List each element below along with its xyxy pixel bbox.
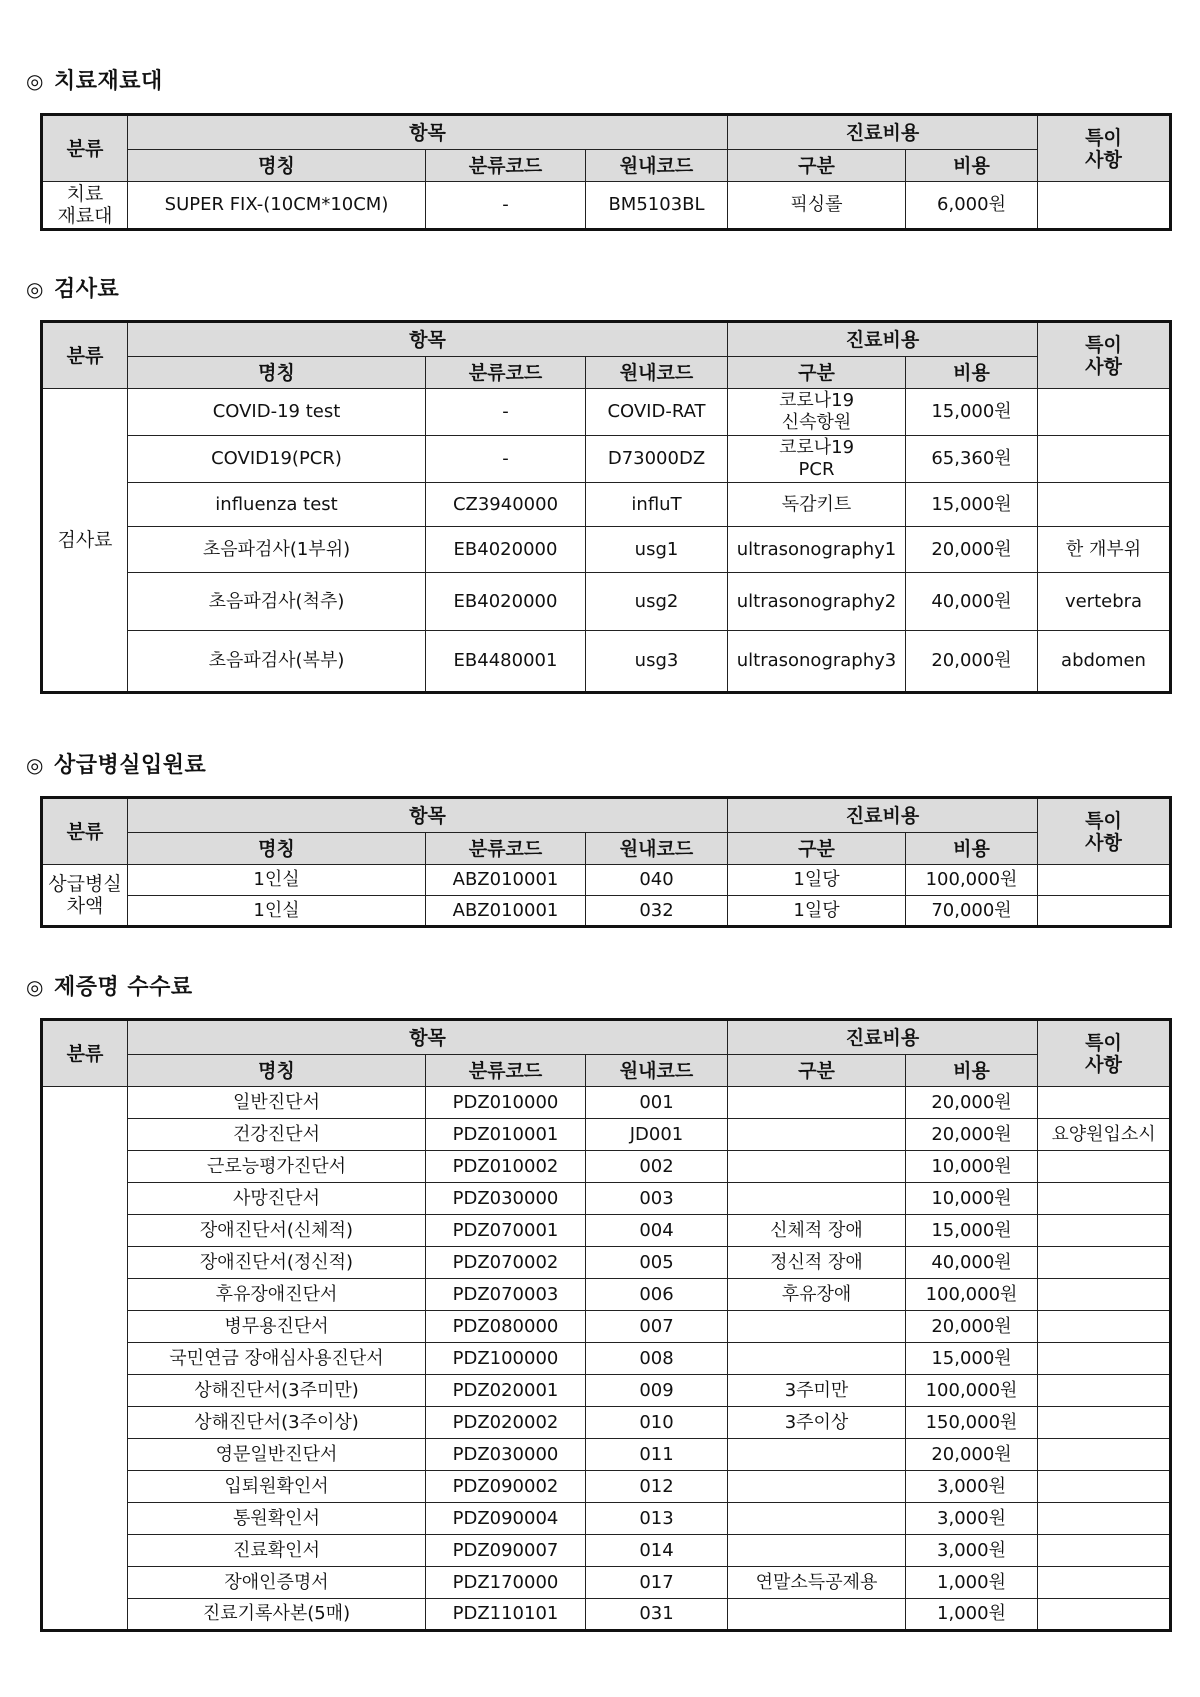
table-row <box>42 1311 1171 1343</box>
header-category: 분류 <box>42 115 128 182</box>
bullet-icon: ◎ <box>26 975 44 999</box>
class-code-cell: PDZ010000 <box>426 1087 586 1119</box>
header-item: 항목 <box>128 322 728 357</box>
category-cell <box>42 1087 128 1631</box>
tests-table <box>40 320 1172 694</box>
table-row <box>42 1343 1171 1375</box>
division-cell: ultrasonography1 <box>728 527 906 573</box>
note-cell: 요양원입소시 <box>1038 1119 1171 1151</box>
name-cell: 초음파검사(복부) <box>128 631 426 693</box>
table-row <box>42 1567 1171 1599</box>
header-name: 명칭 <box>128 357 426 389</box>
note-cell <box>1038 1535 1171 1567</box>
section-title-certificates <box>26 970 193 1001</box>
header-division: 구분 <box>728 150 906 182</box>
header-cost-group: 진료비용 <box>728 115 1038 150</box>
room-table <box>40 796 1172 928</box>
header-name: 명칭 <box>128 150 426 182</box>
table-row <box>42 1247 1171 1279</box>
cost-cell: 10,000원 <box>906 1151 1038 1183</box>
header-item: 항목 <box>128 115 728 150</box>
cost-cell: 20,000원 <box>906 1119 1038 1151</box>
name-cell: 초음파검사(척추) <box>128 573 426 631</box>
header-division: 구분 <box>728 1055 906 1087</box>
class-code-cell: CZ3940000 <box>426 483 586 527</box>
division-cell <box>728 1087 906 1119</box>
cost-cell: 15,000원 <box>906 389 1038 436</box>
note-cell <box>1038 1439 1171 1471</box>
table-row <box>42 1599 1171 1631</box>
division-cell: 1일당 <box>728 896 906 927</box>
division-cell: 픽싱롤 <box>728 182 906 230</box>
name-cell: COVID-19 test <box>128 389 426 436</box>
class-code-cell: PDZ090002 <box>426 1471 586 1503</box>
header-class-code: 분류코드 <box>426 1055 586 1087</box>
header-category: 분류 <box>42 798 128 865</box>
cost-cell: 10,000원 <box>906 1183 1038 1215</box>
internal-code-cell: 014 <box>586 1535 728 1567</box>
name-cell: 병무용진단서 <box>128 1311 426 1343</box>
name-cell: SUPER FIX-(10CM*10CM) <box>128 182 426 230</box>
header-cost: 비용 <box>906 833 1038 865</box>
header-cost: 비용 <box>906 150 1038 182</box>
name-cell: 상해진단서(3주이상) <box>128 1407 426 1439</box>
internal-code-cell: 017 <box>586 1567 728 1599</box>
table-row <box>42 573 1171 631</box>
table-row <box>42 1215 1171 1247</box>
internal-code-cell: 040 <box>586 865 728 896</box>
name-cell: 초음파검사(1부위) <box>128 527 426 573</box>
header-item: 항목 <box>128 798 728 833</box>
note-cell <box>1038 1183 1171 1215</box>
table-row <box>42 1151 1171 1183</box>
division-cell: 연말소득공제용 <box>728 1567 906 1599</box>
internal-code-cell: 009 <box>586 1375 728 1407</box>
internal-code-cell: 010 <box>586 1407 728 1439</box>
class-code-cell: PDZ070002 <box>426 1247 586 1279</box>
table-row <box>42 389 1171 436</box>
note-cell <box>1038 1279 1171 1311</box>
class-code-cell: PDZ070003 <box>426 1279 586 1311</box>
note-cell <box>1038 1471 1171 1503</box>
internal-code-cell: BM5103BL <box>586 182 728 230</box>
division-cell: ultrasonography2 <box>728 573 906 631</box>
name-cell: 장애진단서(정신적) <box>128 1247 426 1279</box>
table-row <box>42 1279 1171 1311</box>
name-cell: 근로능평가진단서 <box>128 1151 426 1183</box>
note-cell <box>1038 1407 1171 1439</box>
cost-cell: 3,000원 <box>906 1471 1038 1503</box>
header-internal-code: 원내코드 <box>586 150 728 182</box>
cost-cell: 15,000원 <box>906 1215 1038 1247</box>
note-cell <box>1038 896 1171 927</box>
header-special: 특이 사항 <box>1038 798 1171 865</box>
category-cell: 상급병실 차액 <box>42 865 128 927</box>
name-cell: 진료확인서 <box>128 1535 426 1567</box>
bullet-icon: ◎ <box>26 753 44 777</box>
header-cost-group: 진료비용 <box>728 1020 1038 1055</box>
internal-code-cell: usg3 <box>586 631 728 693</box>
division-cell: 1일당 <box>728 865 906 896</box>
table-row <box>42 1183 1171 1215</box>
header-class-code: 분류코드 <box>426 150 586 182</box>
cost-cell: 100,000원 <box>906 865 1038 896</box>
name-cell: 상해진단서(3주미만) <box>128 1375 426 1407</box>
internal-code-cell: 007 <box>586 1311 728 1343</box>
class-code-cell: EB4480001 <box>426 631 586 693</box>
header-name: 명칭 <box>128 1055 426 1087</box>
division-cell: 정신적 장애 <box>728 1247 906 1279</box>
section-title-text: 치료재료대 <box>53 69 163 94</box>
note-cell <box>1038 1087 1171 1119</box>
division-cell <box>728 1535 906 1567</box>
class-code-cell: PDZ020002 <box>426 1407 586 1439</box>
name-cell: 입퇴원확인서 <box>128 1471 426 1503</box>
header-cost-group: 진료비용 <box>728 322 1038 357</box>
class-code-cell: - <box>426 389 586 436</box>
note-cell <box>1038 1343 1171 1375</box>
header-cost: 비용 <box>906 357 1038 389</box>
table-row <box>42 1087 1171 1119</box>
class-code-cell: PDZ020001 <box>426 1375 586 1407</box>
table-row <box>42 631 1171 693</box>
table-row <box>42 1119 1171 1151</box>
name-cell: influenza test <box>128 483 426 527</box>
division-cell <box>728 1599 906 1631</box>
internal-code-cell: 008 <box>586 1343 728 1375</box>
class-code-cell: PDZ030000 <box>426 1439 586 1471</box>
class-code-cell: EB4020000 <box>426 573 586 631</box>
note-cell: 한 개부위 <box>1038 527 1171 573</box>
table-row <box>42 896 1171 927</box>
table-row <box>42 1439 1171 1471</box>
note-cell <box>1038 1151 1171 1183</box>
class-code-cell: PDZ090007 <box>426 1535 586 1567</box>
header-special: 특이 사항 <box>1038 115 1171 182</box>
internal-code-cell: 001 <box>586 1087 728 1119</box>
table-row <box>42 1535 1171 1567</box>
cost-cell: 20,000원 <box>906 631 1038 693</box>
division-cell: 3주이상 <box>728 1407 906 1439</box>
division-cell: 신체적 장애 <box>728 1215 906 1247</box>
note-cell <box>1038 1599 1171 1631</box>
name-cell: 장애진단서(신체적) <box>128 1215 426 1247</box>
bullet-icon: ◎ <box>26 277 44 301</box>
internal-code-cell: 003 <box>586 1183 728 1215</box>
division-cell <box>728 1119 906 1151</box>
header-internal-code: 원내코드 <box>586 833 728 865</box>
division-cell <box>728 1151 906 1183</box>
division-cell <box>728 1471 906 1503</box>
division-cell <box>728 1183 906 1215</box>
name-cell: 일반진단서 <box>128 1087 426 1119</box>
class-code-cell: ABZ010001 <box>426 865 586 896</box>
name-cell: 1인실 <box>128 865 426 896</box>
section-title-text: 제증명 수수료 <box>53 975 193 1000</box>
table-row <box>42 527 1171 573</box>
internal-code-cell: 012 <box>586 1471 728 1503</box>
name-cell: 사망진단서 <box>128 1183 426 1215</box>
name-cell: 1인실 <box>128 896 426 927</box>
cost-cell: 15,000원 <box>906 483 1038 527</box>
internal-code-cell: usg2 <box>586 573 728 631</box>
header-special: 특이 사항 <box>1038 322 1171 389</box>
cost-cell: 70,000원 <box>906 896 1038 927</box>
division-cell: ultrasonography3 <box>728 631 906 693</box>
section-title-room <box>26 748 206 779</box>
name-cell: COVID19(PCR) <box>128 436 426 483</box>
materials-table <box>40 113 1172 231</box>
cost-cell: 40,000원 <box>906 1247 1038 1279</box>
division-cell <box>728 1439 906 1471</box>
cost-cell: 15,000원 <box>906 1343 1038 1375</box>
header-internal-code: 원내코드 <box>586 357 728 389</box>
name-cell: 국민연금 장애심사용진단서 <box>128 1343 426 1375</box>
note-cell <box>1038 1567 1171 1599</box>
table-row <box>42 483 1171 527</box>
table-row <box>42 1375 1171 1407</box>
cost-cell: 1,000원 <box>906 1599 1038 1631</box>
internal-code-cell: 002 <box>586 1151 728 1183</box>
table-row <box>42 182 1171 230</box>
note-cell <box>1038 1215 1171 1247</box>
note-cell <box>1038 1375 1171 1407</box>
class-code-cell: PDZ030000 <box>426 1183 586 1215</box>
certificates-table <box>40 1018 1172 1632</box>
cost-cell: 100,000원 <box>906 1279 1038 1311</box>
section-title-materials <box>26 64 163 95</box>
header-special: 특이 사항 <box>1038 1020 1171 1087</box>
note-cell <box>1038 1311 1171 1343</box>
internal-code-cell: usg1 <box>586 527 728 573</box>
cost-cell: 20,000원 <box>906 1439 1038 1471</box>
name-cell: 후유장애진단서 <box>128 1279 426 1311</box>
table-row <box>42 436 1171 483</box>
division-cell: 독감키트 <box>728 483 906 527</box>
cost-cell: 3,000원 <box>906 1503 1038 1535</box>
section-title-text: 상급병실입원료 <box>53 753 207 778</box>
internal-code-cell: 032 <box>586 896 728 927</box>
header-cost: 비용 <box>906 1055 1038 1087</box>
class-code-cell: PDZ010001 <box>426 1119 586 1151</box>
name-cell: 통원확인서 <box>128 1503 426 1535</box>
cost-cell: 20,000원 <box>906 1087 1038 1119</box>
section-title-text: 검사료 <box>53 277 120 302</box>
cost-cell: 150,000원 <box>906 1407 1038 1439</box>
division-cell: 3주미만 <box>728 1375 906 1407</box>
class-code-cell: ABZ010001 <box>426 896 586 927</box>
note-cell <box>1038 1503 1171 1535</box>
table-row <box>42 1503 1171 1535</box>
class-code-cell: - <box>426 182 586 230</box>
section-title-tests <box>26 272 119 303</box>
class-code-cell: PDZ110101 <box>426 1599 586 1631</box>
note-cell <box>1038 483 1171 527</box>
note-cell <box>1038 389 1171 436</box>
name-cell: 건강진단서 <box>128 1119 426 1151</box>
note-cell: vertebra <box>1038 573 1171 631</box>
internal-code-cell: 011 <box>586 1439 728 1471</box>
note-cell: abdomen <box>1038 631 1171 693</box>
note-cell <box>1038 865 1171 896</box>
name-cell: 장애인증명서 <box>128 1567 426 1599</box>
header-cost-group: 진료비용 <box>728 798 1038 833</box>
internal-code-cell: 005 <box>586 1247 728 1279</box>
header-name: 명칭 <box>128 833 426 865</box>
category-cell: 검사료 <box>42 389 128 693</box>
division-cell <box>728 1503 906 1535</box>
class-code-cell: PDZ080000 <box>426 1311 586 1343</box>
bullet-icon: ◎ <box>26 69 44 93</box>
header-category: 분류 <box>42 322 128 389</box>
internal-code-cell: influT <box>586 483 728 527</box>
internal-code-cell: 004 <box>586 1215 728 1247</box>
class-code-cell: PDZ090004 <box>426 1503 586 1535</box>
cost-cell: 3,000원 <box>906 1535 1038 1567</box>
internal-code-cell: COVID-RAT <box>586 389 728 436</box>
header-division: 구분 <box>728 833 906 865</box>
division-cell: 코로나19 신속항원 <box>728 389 906 436</box>
class-code-cell: PDZ070001 <box>426 1215 586 1247</box>
division-cell: 코로나19 PCR <box>728 436 906 483</box>
division-cell: 후유장애 <box>728 1279 906 1311</box>
division-cell <box>728 1311 906 1343</box>
name-cell: 진료기록사본(5매) <box>128 1599 426 1631</box>
internal-code-cell: 031 <box>586 1599 728 1631</box>
note-cell <box>1038 436 1171 483</box>
header-category: 분류 <box>42 1020 128 1087</box>
cost-cell: 20,000원 <box>906 527 1038 573</box>
header-class-code: 분류코드 <box>426 833 586 865</box>
internal-code-cell: D73000DZ <box>586 436 728 483</box>
cost-cell: 20,000원 <box>906 1311 1038 1343</box>
cost-cell: 1,000원 <box>906 1567 1038 1599</box>
class-code-cell: PDZ100000 <box>426 1343 586 1375</box>
header-class-code: 분류코드 <box>426 357 586 389</box>
internal-code-cell: JD001 <box>586 1119 728 1151</box>
category-cell: 치료 재료대 <box>42 182 128 230</box>
internal-code-cell: 006 <box>586 1279 728 1311</box>
header-division: 구분 <box>728 357 906 389</box>
class-code-cell: - <box>426 436 586 483</box>
table-row <box>42 1407 1171 1439</box>
cost-cell: 40,000원 <box>906 573 1038 631</box>
class-code-cell: PDZ170000 <box>426 1567 586 1599</box>
header-internal-code: 원내코드 <box>586 1055 728 1087</box>
class-code-cell: PDZ010002 <box>426 1151 586 1183</box>
note-cell <box>1038 1247 1171 1279</box>
class-code-cell: EB4020000 <box>426 527 586 573</box>
note-cell <box>1038 182 1171 230</box>
internal-code-cell: 013 <box>586 1503 728 1535</box>
cost-cell: 6,000원 <box>906 182 1038 230</box>
header-item: 항목 <box>128 1020 728 1055</box>
name-cell: 영문일반진단서 <box>128 1439 426 1471</box>
division-cell <box>728 1343 906 1375</box>
table-row <box>42 865 1171 896</box>
cost-cell: 100,000원 <box>906 1375 1038 1407</box>
table-row <box>42 1471 1171 1503</box>
cost-cell: 65,360원 <box>906 436 1038 483</box>
